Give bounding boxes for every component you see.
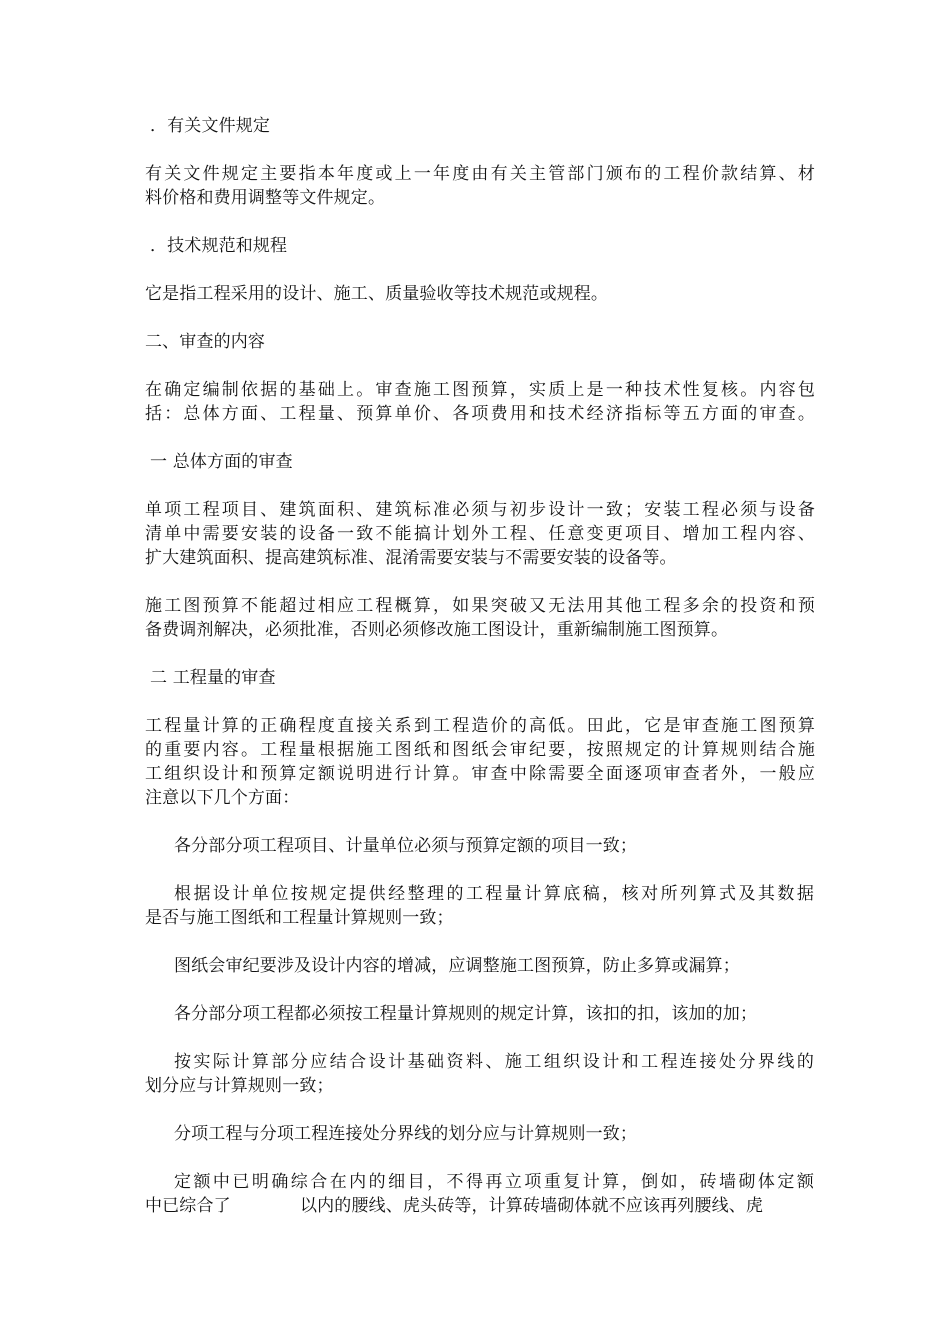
tech-norms-text: 它是指工程采用的设计、施工、质量验收等技术规范或规程。 [145,284,609,304]
list-item-7-line-1: 定额中已明确综合在内的细目，不得再立项重复计算，倒如，砖墙砌体定额 [174,1172,814,1192]
subsection-one-title: 一 总体方面的审查 [150,452,293,472]
budget-line-2: 备费调剂解决，必须批准，否则必须修改施工图设计，重新编制施工图预算。 [145,620,729,640]
overall-line-1: 单项工程项目、建筑面积、建筑标准必须与初步设计一致；安装工程必须与设备 [145,500,815,520]
heading-file-rules: ．有关文件规定 [150,116,271,136]
budget-line-1: 施工图预算不能超过相应工程概算，如果突破又无法用其他工程多余的投资和预 [145,596,815,616]
file-rules-line-2: 料价格和费用调整等文件规定。 [145,188,386,208]
list-item-7-line-2a: 中已综合了 [145,1196,231,1216]
quantity-line-1: 工程量计算的正确程度直接关系到工程造价的高低。田此，它是审查施工图预算 [145,716,815,736]
subsection-two-title: 二 工程量的审查 [150,668,276,688]
review-intro-line-2: 括：总体方面、工程量、预算单价、各项费用和技术经济指标等五方面的审查。 [145,404,815,424]
quantity-line-2: 的重要内容。工程量根据施工图纸和图纸会审纪要，按照规定的计算规则结合施 [145,740,815,760]
section-two-title: 二、审查的内容 [145,332,266,352]
list-item-2-line-1: 根据设计单位按规定提供经整理的工程量计算底稿，核对所列算式及其数据 [174,884,814,904]
list-item-1: 各分部分项工程项目、计量单位必须与预算定额的项目一致； [174,836,638,856]
heading-tech-norms: ．技术规范和规程 [150,236,288,256]
quantity-line-4: 注意以下几个方面： [145,788,300,808]
file-rules-line-1: 有关文件规定主要指本年度或上一年度由有关主管部门颁布的工程价款结算、材 [145,164,815,184]
quantity-line-3: 工组织设计和预算定额说明进行计算。审查中除需要全面逐项审查者外，一般应 [145,764,815,784]
overall-line-3: 扩大建筑面积、提高建筑标准、混淆需要安装与不需要安装的设备等。 [145,548,677,568]
list-item-4: 各分部分项工程都必须按工程量计算规则的规定计算，该扣的扣，该加的加； [174,1004,758,1024]
list-item-5-line-2: 划分应与计算规则一致； [145,1076,334,1096]
review-intro-line-1: 在确定编制依据的基础上。审查施工图预算，实质上是一种技术性复核。内容包 [145,380,815,400]
overall-line-2: 清单中需要安装的设备一致不能搞计划外工程、任意变更项目、增加工程内容、 [145,524,815,544]
list-item-5-line-1: 按实际计算部分应结合设计基础资料、施工组织设计和工程连接处分界线的 [174,1052,814,1072]
list-item-2-line-2: 是否与施工图纸和工程量计算规则一致； [145,908,454,928]
list-item-3: 图纸会审纪要涉及设计内容的增减，应调整施工图预算，防止多算或漏算； [174,956,740,976]
list-item-6: 分项工程与分项工程连接处分界线的划分应与计算规则一致； [174,1124,638,1144]
list-item-7-line-2b: 以内的腰线、虎头砖等，计算砖墙砌体就不应该再列腰线、虎 [300,1196,764,1216]
